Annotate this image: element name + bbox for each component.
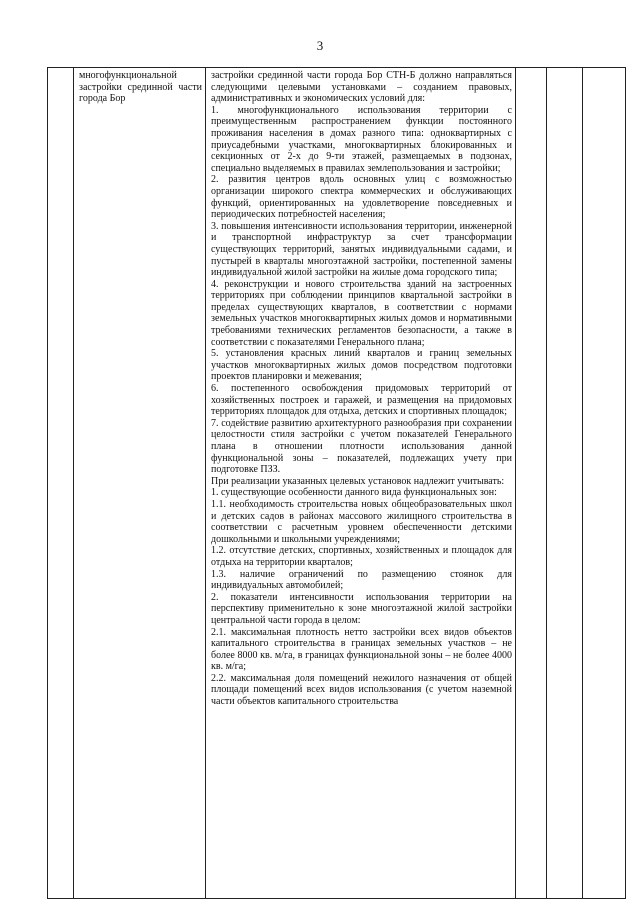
empty-cell [516, 68, 547, 899]
paragraph: 1.1. необходимость строительства новых общеобразовательных школ и детских садов в районах массового жилищного строительства в соответствии с расчетным уровнем обеспеченности детскими дошкольными и школьными учреждениями; [211, 498, 512, 545]
paragraph: 2.1. максимальная плотность нетто застройки всех видов объектов капитального строительства в границах земельных участков – не более 8000 кв. м/га, в границах функциональной зоны – не более 4000 кв. м/га; [211, 626, 512, 673]
paragraph: 2. развития центров вдоль основных улиц с возможностью организации широкого спектра коммерческих и обслуживающих функций, ориентированных на удовлетворение повседневных и периодических потребностей населения; [211, 174, 512, 221]
paragraph: 3. повышения интенсивности использования территории, инженерной и транспортной инфраструктур за счет трансформации существующих территорий, занятых индивидуальными садами, и пустырей в кварталы многоэтажной застройки, постепенной замены индивидуальной жилой застройки на жилые дома городского типа; [211, 220, 512, 279]
table-row [48, 68, 626, 899]
paragraph: 1.3. наличие ограничений по размещению стоянок для индивидуальных автомобилей; [211, 568, 512, 592]
paragraph: 6. постепенного освобождения придомовых территорий от хозяйственных построек и гаражей, и размещения на придомовых территориях площадок для отдыха, детских и спортивных площадок; [211, 383, 512, 418]
paragraph: 1. многофункционального использования территории с преимущественным распространением функции постоянного проживания населения в домах разного типа: одноквартирных с приусадебными участками, многоквартирных блокированных и секционных от 2-х до 9-ти этажей, размещаемых в подзонах, специально выделяемых в правилах землепользования и застройки; [211, 104, 512, 174]
paragraph: 1. существующие особенности данного вида функциональных зон: [211, 487, 497, 499]
paragraph: 1.2. отсутствие детских, спортивных, хозяйственных и площадок для отдыха на территории кварталов; [211, 545, 512, 568]
paragraph: При реализации указанных целевых установок надлежит учитывать: [211, 475, 505, 487]
paragraph: 2.2. максимальная доля помещений нежилого назначения от общей площади помещений всех видов использования (с учетом наземной части объектов капитального строительства [211, 672, 512, 708]
empty-cell [583, 68, 626, 899]
paragraph: 7. содействие развитию архитектурного разнообразия при сохранении целостности стиля застройки с учетом показателей Генерального плана в отношении плотности использования данной функциональной зоны – показателей, подлежащих учету при подготовке ПЗЗ. [211, 417, 512, 476]
paragraph: 4. реконструкции и нового строительства зданий на застроенных территориях при соблюдении принципов квартальной застройки в пределах существующих кварталов, в соответствии с нормами земельных участков многоквартирных жилых домов и нормативными требованиями технических регламентов безопасности, а также в соответствии с показателями Генерального плана; [211, 278, 512, 348]
paragraph: застройки срединной части города Бор СТН-Б должно направляться следующими целевыми установками – созданием правовых, административных и экономических условий для: [211, 70, 512, 105]
paragraph: 2. показатели интенсивности использования территории на перспективу применительно к зоне многоэтажной жилой застройки центральной части города в целом: [211, 591, 512, 626]
zone-name: многофункциональной застройки срединной части города Бор [79, 70, 202, 105]
description-cell [206, 68, 516, 899]
zone-name-cell [74, 68, 206, 899]
empty-cell [547, 68, 583, 899]
document-table [47, 67, 626, 899]
paragraph: 5. установления красных линий кварталов и границ земельных участков многоквартирных жилых домов посредством подготовки проектов планировки и межевания; [211, 348, 512, 383]
table-cell-number [48, 68, 74, 899]
page-number: 3 [316, 38, 324, 53]
